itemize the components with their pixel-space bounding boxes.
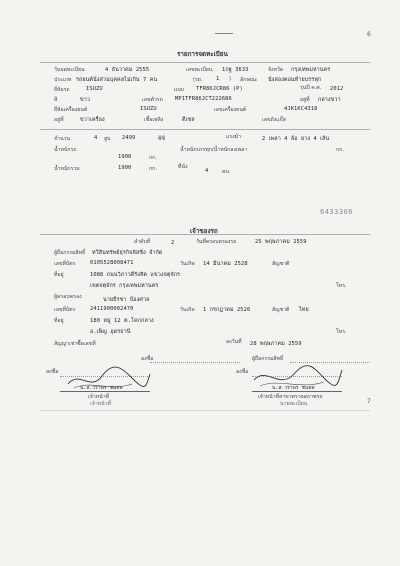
footer-page-number: 7 bbox=[367, 398, 371, 405]
chassis-value: MP1TFR86JCT222686 bbox=[175, 96, 232, 102]
load-label: น้ำหนักบรรทุก/น้ำหนักลงเพลา bbox=[180, 147, 248, 153]
engine-pos-value: ขวาเครื่อง bbox=[80, 117, 105, 123]
chassis-pos-value: กลางขวา bbox=[318, 97, 341, 103]
sig-right-label: ผู้ถือกรรมสิทธิ์ bbox=[252, 356, 284, 362]
contract-date-label: ลงวันที่ bbox=[226, 339, 242, 345]
cylinders-label: จำนวน bbox=[54, 136, 70, 142]
top-mark-line bbox=[215, 33, 233, 34]
engine-no-label: เลขเครื่องยนต์ bbox=[214, 107, 247, 113]
corner-page-number: 6 bbox=[367, 31, 371, 38]
seats-label: ที่นั่ง bbox=[178, 164, 188, 170]
model-value: TFR86JCR86 (P) bbox=[196, 86, 243, 92]
color-label: สี bbox=[54, 97, 58, 103]
model-year-label: รุ่นปี ค.ศ. bbox=[300, 85, 322, 91]
sig2-left-label: ลงชื่อ bbox=[46, 369, 59, 375]
address-label: ที่อยู่ bbox=[54, 272, 64, 278]
seats-value: 4 bbox=[205, 168, 209, 174]
holder-label: ผู้ถือกรรมสิทธิ์ bbox=[54, 250, 86, 256]
engine-brand-label: ยี่ห้อเครื่องยนต์ bbox=[54, 107, 88, 113]
plate-label: เลขทะเบียน bbox=[186, 67, 213, 73]
officer-left-role: เจ้าหน้าที่ bbox=[90, 401, 112, 407]
title-underline bbox=[40, 62, 370, 63]
officer-right-title: เจ้าหน้าที่สาขาตรวจสภาพรถ bbox=[258, 394, 323, 400]
officer-right-name: น.ส.วราพร ชนชล bbox=[272, 386, 315, 391]
bottom-divider bbox=[40, 410, 370, 411]
possessor-id-value: 2411900002470 bbox=[90, 306, 134, 312]
possessor-nationality-value: ไทย bbox=[299, 307, 309, 313]
total-weight-value: 1900 bbox=[118, 165, 132, 171]
usage-label: ลักษณะ bbox=[240, 77, 258, 83]
birth-value: 14 มีนาคม 2528 bbox=[203, 261, 248, 267]
address-line-1: 1088 ถนนวิภาวดีรังสิต แขวงจตุจักร bbox=[90, 272, 181, 278]
usage-value: นั่งสองตอนท้ายบรรทุก bbox=[268, 77, 322, 83]
engine-brand-value: ISUZU bbox=[140, 106, 157, 112]
sig-left-line bbox=[150, 362, 240, 363]
officer-right-role: นายทะเบียน bbox=[280, 401, 308, 407]
officer-left-title: เจ้าหน้าที่ bbox=[88, 394, 110, 400]
type-code-value: 1 bbox=[216, 76, 220, 82]
engine-pos-label: อยู่ที่ bbox=[54, 117, 64, 123]
gas-tank-label: เลขถังแก๊ส bbox=[262, 117, 286, 123]
model-label: แบบ bbox=[174, 87, 184, 93]
possession-date-value: 25 พฤษภาคม 2559 bbox=[255, 239, 307, 245]
total-weight-unit: กก. bbox=[149, 166, 157, 172]
type-code-close: ) bbox=[229, 76, 232, 82]
type-label: ประเภท bbox=[54, 77, 72, 83]
possessor-birth-value: 1 กรกฎาคม 2526 bbox=[203, 307, 251, 313]
fuel-value: ดีเซล bbox=[182, 117, 195, 123]
brand-value: ISUZU bbox=[86, 86, 103, 92]
possessor-label: ผู้ครอบครอง bbox=[54, 294, 82, 300]
axles-value: 2 เพลา 4 ล้อ ยาง 4 เส้น bbox=[262, 136, 330, 142]
province-label: จังหวัด bbox=[268, 67, 284, 73]
holder-value: ทวีสินทรัพย์ธุรกิจลิสซิ่ง จำกัด bbox=[92, 250, 163, 256]
possessor-address-label: ที่อยู่ bbox=[54, 318, 64, 324]
chassis-pos-label: อยู่ที่ bbox=[300, 97, 310, 103]
phone-label: โทร. bbox=[336, 283, 347, 289]
engine-block-divider bbox=[40, 129, 370, 130]
province-value: กรุงเทพมหานคร bbox=[291, 67, 331, 73]
possessor-address-line-2: อ.เพ็ญ อุดรธานี bbox=[90, 329, 131, 335]
serial-watermark: 6433306 bbox=[320, 208, 354, 216]
nationality-label: สัญชาติ bbox=[272, 261, 290, 267]
brand-label: ยี่ห้อรถ bbox=[54, 87, 70, 93]
possessor-nationality-label: สัญชาติ bbox=[272, 307, 290, 313]
weight-value: 1900 bbox=[118, 154, 132, 160]
contract-date-value: 28 พฤษภาคม 2559 bbox=[250, 341, 302, 347]
chassis-label: เลขตัวรถ bbox=[142, 97, 163, 103]
registration-section-title: รายการจดทะเบียน bbox=[177, 51, 228, 58]
cc-value: 2499 bbox=[122, 135, 136, 141]
order-value: 2 bbox=[171, 240, 175, 246]
order-label: ลำดับที่ bbox=[134, 239, 151, 245]
fuel-label: เชื้อเพลิง bbox=[144, 117, 164, 123]
type-value: รถยนต์นั่งส่วนบุคคลไม่เกิน 7 คน bbox=[76, 77, 158, 83]
plate-value: 1กฐ 3633 bbox=[222, 67, 249, 73]
id-value: 0105528008471 bbox=[90, 260, 134, 266]
possessor-address-line-1: 180 หมู่ 12 ต.โคกกลาง bbox=[90, 318, 154, 324]
seats-unit: คน bbox=[222, 169, 230, 175]
officer-left-name: น.ส.วราพร ชนชล bbox=[80, 386, 123, 391]
power-label: แรงม้า bbox=[226, 134, 241, 140]
color-value: ขาว bbox=[80, 97, 91, 103]
load-unit: กก. bbox=[336, 147, 344, 153]
sig-left-label: ลงชื่อ bbox=[141, 356, 154, 362]
possessor-phone-label: โทร. bbox=[336, 329, 347, 335]
officer-left-line bbox=[60, 391, 150, 392]
address-line-2: เขตจตุจักร กรุงเทพมหานคร bbox=[90, 283, 159, 289]
cc-unit: ซีซี bbox=[158, 136, 166, 142]
id-label: เลขที่บัตร bbox=[54, 261, 76, 267]
type-code-label: (รย. bbox=[193, 77, 203, 83]
weight-unit: กก. bbox=[149, 155, 157, 161]
possession-date-label: วันที่ครอบครองรถ bbox=[196, 239, 237, 245]
cylinders-unit: สูบ bbox=[104, 136, 111, 142]
possessor-birth-label: วันเกิด bbox=[180, 307, 195, 313]
owner-title-underline bbox=[40, 234, 370, 235]
contract-label: สัญญาเช่าซื้อเลขที่ bbox=[54, 341, 96, 347]
sig2-right-label: ลงชื่อ bbox=[236, 369, 249, 375]
cylinders-value: 4 bbox=[94, 135, 98, 141]
model-year-value: 2012 bbox=[330, 86, 344, 92]
engine-no-value: 4JK1KC4318 bbox=[284, 106, 318, 112]
officer-right-line bbox=[252, 391, 342, 392]
owner-section-title: เจ้าของรถ bbox=[190, 228, 218, 235]
weight-label: น้ำหนักรถ bbox=[54, 147, 77, 153]
possessor-id-label: เลขที่บัตร bbox=[54, 307, 76, 313]
date-label: วันจดทะเบียน bbox=[54, 67, 85, 73]
total-weight-label: น้ำหนักรวม bbox=[54, 166, 80, 172]
possessor-value: นายธีรชา ป้องศาล bbox=[103, 297, 150, 303]
birth-label: วันเกิด bbox=[180, 261, 195, 267]
date-value: 4 ธันวาคม 2555 bbox=[105, 67, 150, 73]
